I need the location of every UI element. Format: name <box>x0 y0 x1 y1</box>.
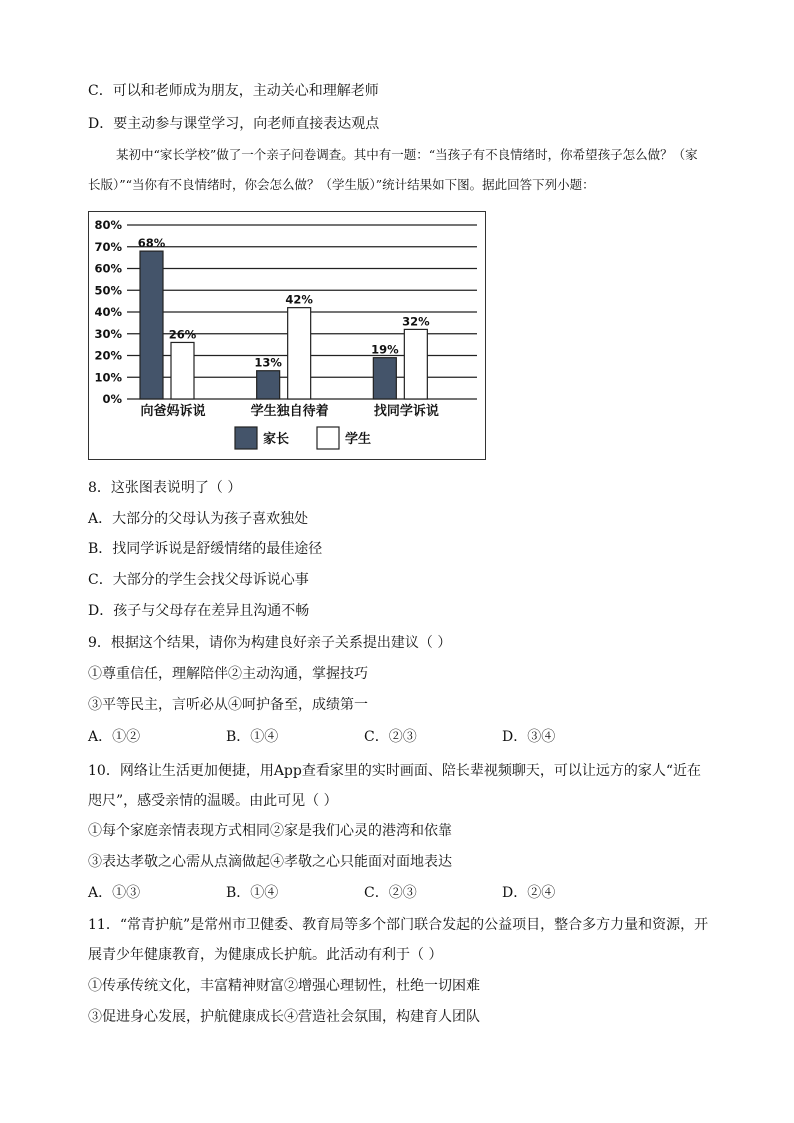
q9-statements-2: ③平等民主，言听必从④呵护备至，成绩第一 <box>88 697 368 713</box>
bar-1-2 <box>404 329 427 399</box>
y-tick-label: 50% <box>94 283 122 298</box>
q11-statements-1: ①传承传统文化，丰富精神财富②增强心理韧性，杜绝一切困难 <box>88 978 480 994</box>
y-tick-label: 0% <box>102 392 122 406</box>
q9-option-d: D．③④ <box>502 729 556 745</box>
q9-option-c: C．②③ <box>364 729 417 745</box>
bar-0-0 <box>140 251 163 399</box>
y-tick-label: 20% <box>94 348 122 363</box>
bar-1-1 <box>288 308 311 399</box>
data-label: 13% <box>254 355 282 370</box>
legend-swatch <box>317 427 339 449</box>
bar-1-0 <box>171 342 194 399</box>
q8-option-a: A．大部分的父母认为孩子喜欢独处 <box>88 511 309 527</box>
y-tick-label: 60% <box>94 261 122 276</box>
q8-option-c: C．大部分的学生会找父母诉说心事 <box>88 572 309 588</box>
q7-option-c: C．可以和老师成为朋友，主动关心和理解老师 <box>88 83 379 99</box>
x-category-label: 向爸妈诉说 <box>140 404 206 419</box>
y-tick-label: 10% <box>94 370 122 385</box>
data-label: 26% <box>168 327 197 342</box>
q9-stem: 9．根据这个结果，请你为构建良好亲子关系提出建议（ ） <box>88 635 452 651</box>
bar-0-1 <box>257 371 280 399</box>
q8-option-d: D．孩子与父母存在差异且沟通不畅 <box>88 603 310 619</box>
y-tick-label: 40% <box>94 305 122 319</box>
q8-stem: 8．这张图表说明了（ ） <box>88 480 242 496</box>
q11-statements-2: ③促进身心发展，护航健康成长④营造社会氛围，构建育人团队 <box>88 1009 480 1025</box>
y-tick-label: 70% <box>94 239 122 254</box>
data-label: 19% <box>371 342 399 357</box>
x-category-label: 找同学诉说 <box>373 404 439 419</box>
material-text: 某初中“家长学校”做了一个亲子问卷调查。其中有一题：“当孩子有不良情绪时，你希望孩子怎么做？（家长版）”“当你有不良情绪时，你会怎么做？（学生版）”统计结果如下图。据此回答下列小题： <box>88 147 698 192</box>
q9-statements-1: ①尊重信任，理解陪伴②主动沟通，掌握技巧 <box>88 666 368 682</box>
q10-option-c: C．②③ <box>364 885 417 901</box>
q10-option-b: B．①④ <box>226 885 279 901</box>
q8-option-b: B．找同学诉说是舒缓情绪的最佳途径 <box>88 541 323 557</box>
legend-label: 学生 <box>345 432 372 447</box>
y-tick-label: 30% <box>94 326 122 341</box>
q7-option-d: D．要主动参与课堂学习，向老师直接表达观点 <box>88 116 380 132</box>
data-label: 68% <box>137 236 166 251</box>
legend-swatch <box>235 427 257 449</box>
data-label: 42% <box>285 292 313 307</box>
x-category-label: 学生独自待着 <box>250 404 329 419</box>
bar-chart <box>88 211 486 460</box>
bar-0-2 <box>373 358 396 399</box>
bar-chart-svg <box>89 212 485 459</box>
legend-label: 家长 <box>263 432 290 447</box>
data-label: 32% <box>402 314 430 329</box>
q9-option-a: A．①② <box>88 729 141 745</box>
q10-statements-2: ③表达孝敬之心需从点滴做起④孝敬之心只能面对面地表达 <box>88 854 452 870</box>
material-paragraph <box>88 140 708 200</box>
q9-option-b: B．①④ <box>226 729 279 745</box>
q10-option-d: D．②④ <box>502 885 556 901</box>
q11-stem: 11．“常青护航”是常州市卫健委、教育局等多个部门联合发起的公益项目，整合多方力量和资源，开展青少年健康教育，为健康成长护航。此活动有利于（ ） <box>88 917 709 963</box>
q10-option-a: A．①③ <box>88 885 141 901</box>
q10-statements-1: ①每个家庭亲情表现方式相同②家是我们心灵的港湾和依靠 <box>88 823 452 839</box>
q10-stem: 10．网络让生活更加便捷，用App查看家里的实时画面、陪长辈视频聊天，可以让远方的家人“近在咫尺”，感受亲情的温暖。由此可见（ ） <box>88 763 702 809</box>
y-tick-label: 80% <box>94 218 122 232</box>
